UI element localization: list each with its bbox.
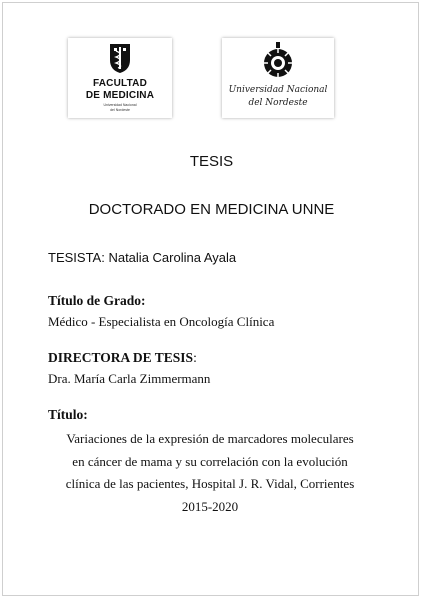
logo-line-facultad: FACULTAD [93,78,147,89]
titulo-text: Variaciones de la expresión de marcadores moleculares en cáncer de mama y su correlación con la evolución clínica de las pacientes, Hospital J. R. Vidal, Corrientes 2015-2020 [65,431,355,514]
medicine-crest-icon [108,42,132,74]
titulo-label: Título: [48,407,88,422]
tesista-line [48,250,236,265]
logo-line-universidad: Universidad Nacional [228,85,328,95]
directora-line [48,350,197,366]
unne-crest-icon [260,41,296,81]
document-heading: TESIS [189,153,234,170]
degree-title: DOCTORADO EN MEDICINA UNNE [88,201,335,218]
tesista-label: TESISTA: [48,250,105,265]
logo-line-nordeste: del Nordeste [248,98,308,108]
logo-subline-1: Universidad Nacional [103,103,137,107]
grado-label: Título de Grado: [48,293,146,308]
facultad-medicina-logo [68,38,172,118]
directora-colon: : [193,350,197,365]
grado-value: Médico - Especialista en Oncología Clínica [48,314,275,329]
logo-subline-2: del Nordeste [110,108,130,112]
logo-line-medicina: DE MEDICINA [85,90,155,101]
unne-logo [222,38,334,118]
directora-label: DIRECTORA DE TESIS [48,350,194,365]
tesista-name: Natalia Carolina Ayala [108,250,237,265]
directora-value: Dra. María Carla Zimmermann [48,371,211,386]
